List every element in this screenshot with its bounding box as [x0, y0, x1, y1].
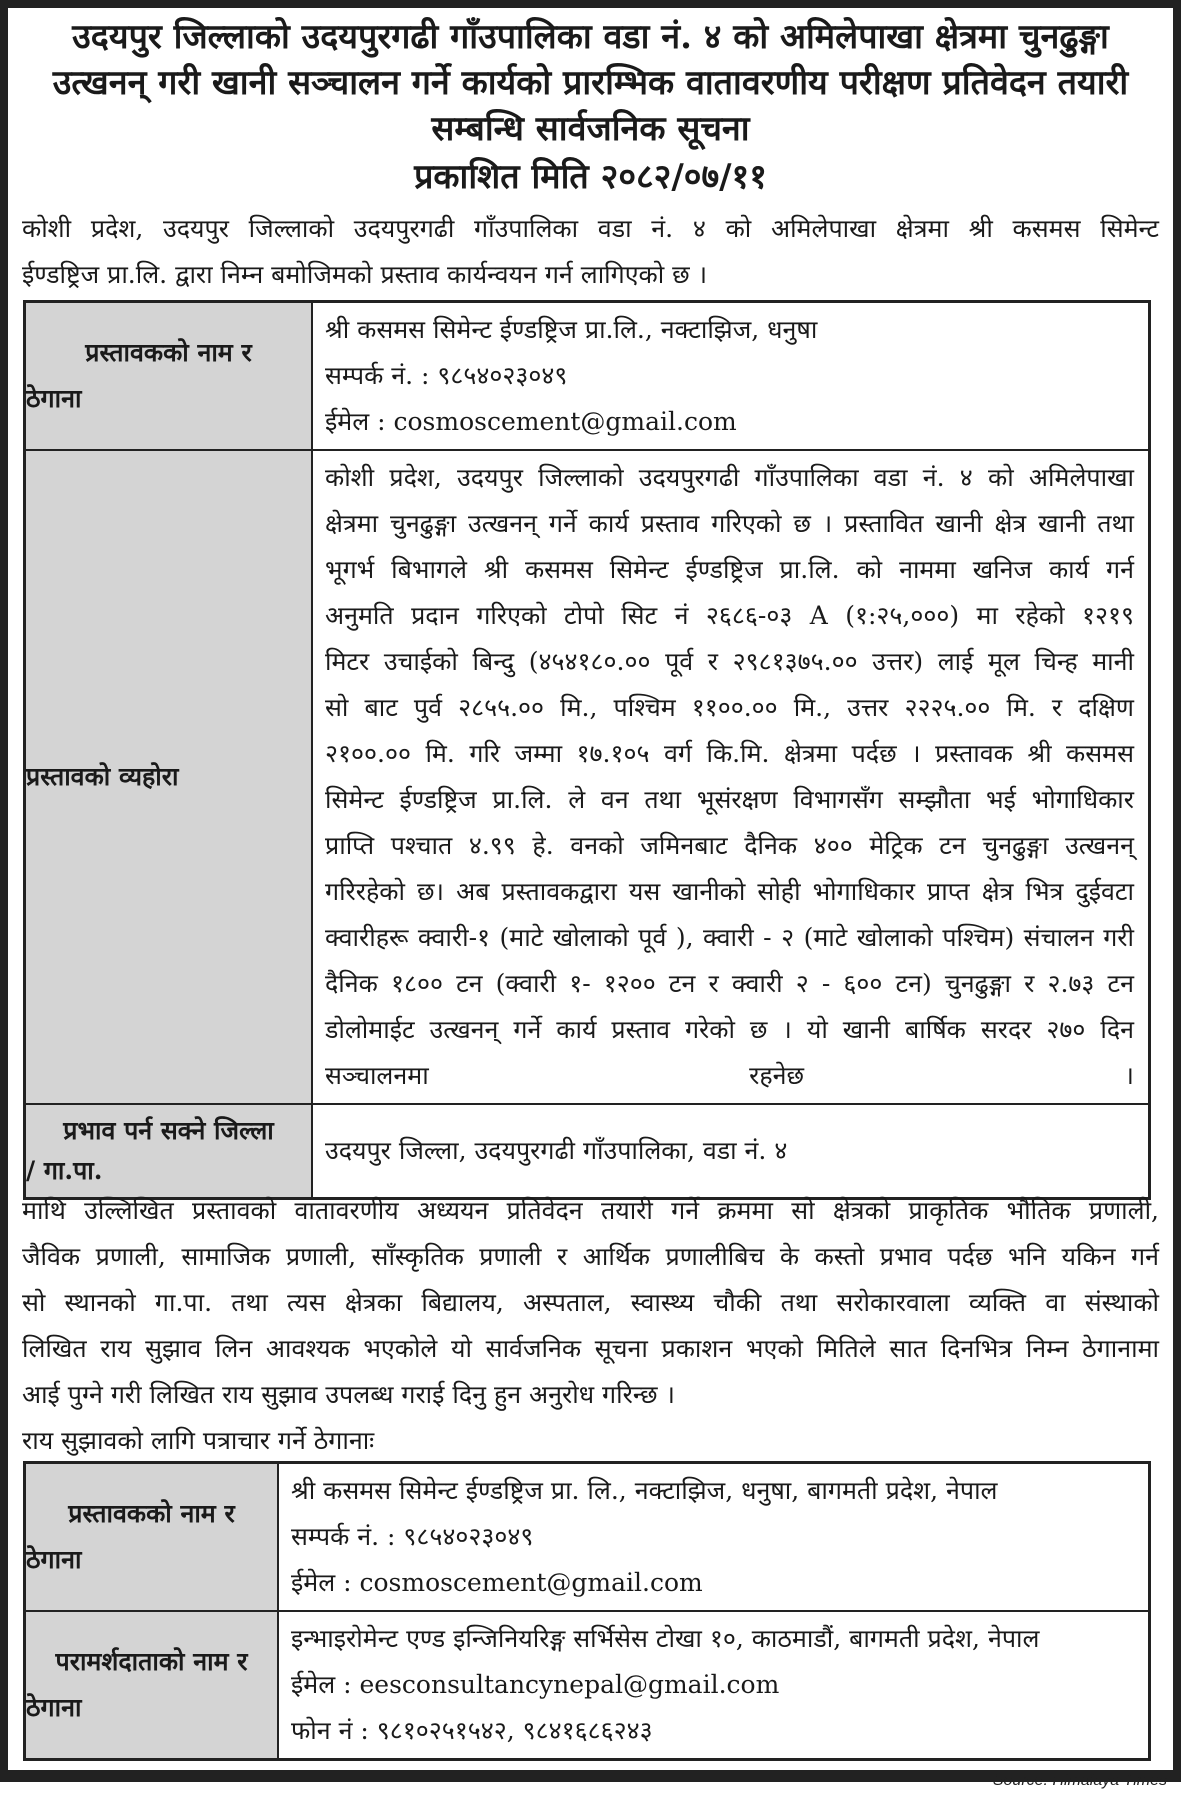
text-line: दैनिक १८०० टन (क्वारी १- १२०० टन र क्वारी २ - ६०० टन) चुनढुङ्गा र २.७३ टन [325, 969, 1134, 998]
affected-area-row [25, 1104, 1150, 1198]
intro-paragraph [22, 206, 1159, 298]
text-line: श्री कसमस सिमेन्ट ईण्डष्ट्रिज प्रा. लि., नक्टाझिज, धनुषा, बागमती प्रदेश, नेपाल [291, 1476, 998, 1505]
affected-area-value [312, 1104, 1150, 1198]
text-line: २१००.०० मि. गरि जम्मा १७.१०५ वर्ग कि.मि. क्षेत्रमा पर्दछ । प्रस्तावक श्री कसमस [325, 739, 1134, 768]
text-line: प्राप्ति पश्चात ४.९९ हे. वनको जमिनबाट दैनिक ४०० मेट्रिक टन चुनढुङ्गा उत्खनन् [325, 831, 1134, 860]
consultant-value [278, 1611, 1150, 1760]
text-line: परामर्शदाताको नाम र [55, 1647, 248, 1676]
text-line: ईमेल : cosmoscement@gmail.com [325, 407, 737, 436]
text-line: आई पुग्ने गरी लिखित राय सुझाव उपलब्ध गराई दिनु हुन अनुरोध गरिन्छ । [22, 1380, 675, 1409]
text-line: उदयपुर जिल्ला, उदयपुरगढी गाँउपालिका, वडा नं. ४ [325, 1135, 788, 1165]
text-line: प्रकाशित मिति २०८२/०७/११ [414, 157, 767, 197]
text-line: प्रस्तावकको नाम र [68, 1499, 235, 1528]
text-line: क्षेत्रमा चुनढुङ्गा उत्खनन् गर्ने कार्य प्रस्ताव गरिएको छ । प्रस्तावित खानी क्षेत्र खानी तथा [325, 509, 1134, 538]
text-line: ईमेल : cosmoscement@gmail.com [291, 1568, 703, 1597]
text-line: डोलोमाईट उत्खनन् गर्ने कार्य प्रस्ताव गरेको छ । यो खानी बार्षिक सरदर २७० दिन [325, 1015, 1134, 1044]
text-line: राय सुझावको लागि पत्राचार गर्ने ठेगानाः [22, 1426, 375, 1455]
text-line: ठेगाना [26, 384, 82, 413]
contact-proponent-value [278, 1463, 1150, 1612]
text-line: जैविक प्रणाली, सामाजिक प्रणाली, साँस्कृतिक प्रणाली र आर्थिक प्रणालीबिच के कस्तो प्रभाव पर्दछ भनि यकिन गर्न [22, 1242, 1159, 1271]
proponent-row [25, 302, 1150, 451]
text-line: मिटर उचाईको बिन्दु (४५४१८०.०० पूर्व र २९८१३७५.०० उत्तर) लाई मूल चिन्ह मानी [325, 647, 1134, 676]
text-line: सञ्चालनमा रहनेछ । [325, 1061, 1134, 1090]
text-line: सम्पर्क नं. : ९८५४०२३०४९ [291, 1522, 534, 1551]
consultant-label [25, 1611, 279, 1760]
text-line: सम्बन्धि सार्वजनिक सूचना [431, 109, 750, 149]
contact-proponent-label [25, 1463, 279, 1612]
text-line: ईमेल : eesconsultancynepal@gmail.com [291, 1670, 780, 1699]
text-line: भूगर्भ बिभागले श्री कसमस सिमेन्ट ईण्डष्ट्रिज प्रा.लि. को नाममा खनिज कार्य गर्न [325, 555, 1134, 584]
text-line: / गा.पा. [26, 1155, 103, 1185]
text-line: अनुमति प्रदान गरिएको टोपो सिट नं २६८६-०३ A (१:२५,०००) मा रहेको १२१९ [325, 601, 1134, 630]
text-line: लिखित राय सुझाव लिन आवश्यक भएकोले यो सार्वजनिक सूचना प्रकाशन भएको मितिले सात दिनभित्र निम्न ठेगानामा [22, 1334, 1159, 1363]
text-line: फोन नं : ९८१०२५१५४२, ९८४१६८६२४३ [291, 1716, 653, 1745]
text-line: कोशी प्रदेश, उदयपुर जिल्लाको उदयपुरगढी गाँउपालिका वडा नं. ४ को अमिलेपाखा [325, 463, 1134, 492]
text-line: श्री कसमस सिमेन्ट ईण्डष्ट्रिज प्रा.लि., नक्टाझिज, धनुषा [325, 315, 818, 344]
text-line: प्रस्तावको व्यहोरा [26, 762, 179, 791]
contact-table [23, 1461, 1151, 1761]
text-line: प्रस्तावकको नाम र [85, 338, 252, 367]
proponent-value [312, 302, 1150, 451]
text-line: सिमेन्ट ईण्डष्ट्रिज प्रा.लि. ले वन तथा भूसंरक्षण विभागसँग सम्झौता भई भोगाधिकार [325, 785, 1134, 814]
text-line: कोशी प्रदेश, उदयपुर जिल्लाको उदयपुरगढी गाँउपालिका वडा नं. ४ को अमिलेपाखा क्षेत्रमा श्री कसमस सिमेन्ट [22, 214, 1159, 243]
text-line: गरिरहेको छ। अब प्रस्तावकद्वारा यस खानीको सोही भोगाधिकार प्राप्त क्षेत्र भित्र दुईवटा [325, 877, 1134, 906]
text-line: उत्खनन् गरी खानी सञ्चालन गर्ने कार्यको प्रारम्भिक वातावरणीय परीक्षण प्रतिवेदन तयारी [52, 63, 1129, 103]
proposal-description-label [25, 450, 313, 1104]
text-line: उदयपुर जिल्लाको उदयपुरगढी गाँउपालिका वडा नं. ४ को अमिलेपाखा क्षेत्रमा चुनढुङ्गा [72, 17, 1109, 57]
affected-area-label [25, 1104, 313, 1198]
text-line: ईण्डष्ट्रिज प्रा.लि. द्वारा निम्न बमोजिमको प्रस्ताव कार्यन्वयन गर्न लागिएको छ । [22, 260, 708, 289]
text-line: सम्पर्क नं. : ९८५४०२३०४९ [325, 361, 568, 390]
text-line: सो स्थानको गा.पा. तथा त्यस क्षेत्रका बिद्यालय, अस्पताल, स्वास्थ्य चौकी तथा सरोकारवाला व्यक्ति वा संस्थाको [22, 1288, 1159, 1317]
proposal-description-value [312, 450, 1150, 1104]
text-line: ठेगाना [26, 1693, 82, 1722]
consultant-row [25, 1611, 1150, 1760]
source-credit: Source: Himalaya Times [992, 1772, 1167, 1789]
text-line: माथि उल्लिखित प्रस्तावको वातावरणीय अध्ययन प्रतिवेदन तयारी गर्ने क्रममा सो क्षेत्रको प्राकृतिक भौतिक प्रणाली, [22, 1196, 1159, 1225]
proponent-label [25, 302, 313, 451]
notice-title [20, 14, 1161, 200]
text-line: सो बाट पुर्व २८५५.०० मि., पश्चिम ११००.०० मि., उत्तर २२२५.०० मि. र दक्षिण [325, 693, 1134, 722]
text-line: इन्भाइरोमेन्ट एण्ड इन्जिनियरिङ्ग सर्भिसेस टोखा १०, काठमाडौं, बागमती प्रदेश, नेपाल [291, 1624, 1040, 1653]
proposal-table [23, 300, 1151, 1200]
proposal-description-row [25, 450, 1150, 1104]
request-paragraph [22, 1188, 1159, 1464]
text-line: ठेगाना [26, 1545, 82, 1574]
text-line: क्वारीहरू क्वारी-१ (माटे खोलाको पूर्व ), क्वारी - २ (माटे खोलाको पश्चिम) संचालन गरी [325, 923, 1134, 952]
contact-proponent-row [25, 1463, 1150, 1612]
text-line: प्रभाव पर्न सक्ने जिल्ला [63, 1115, 274, 1145]
